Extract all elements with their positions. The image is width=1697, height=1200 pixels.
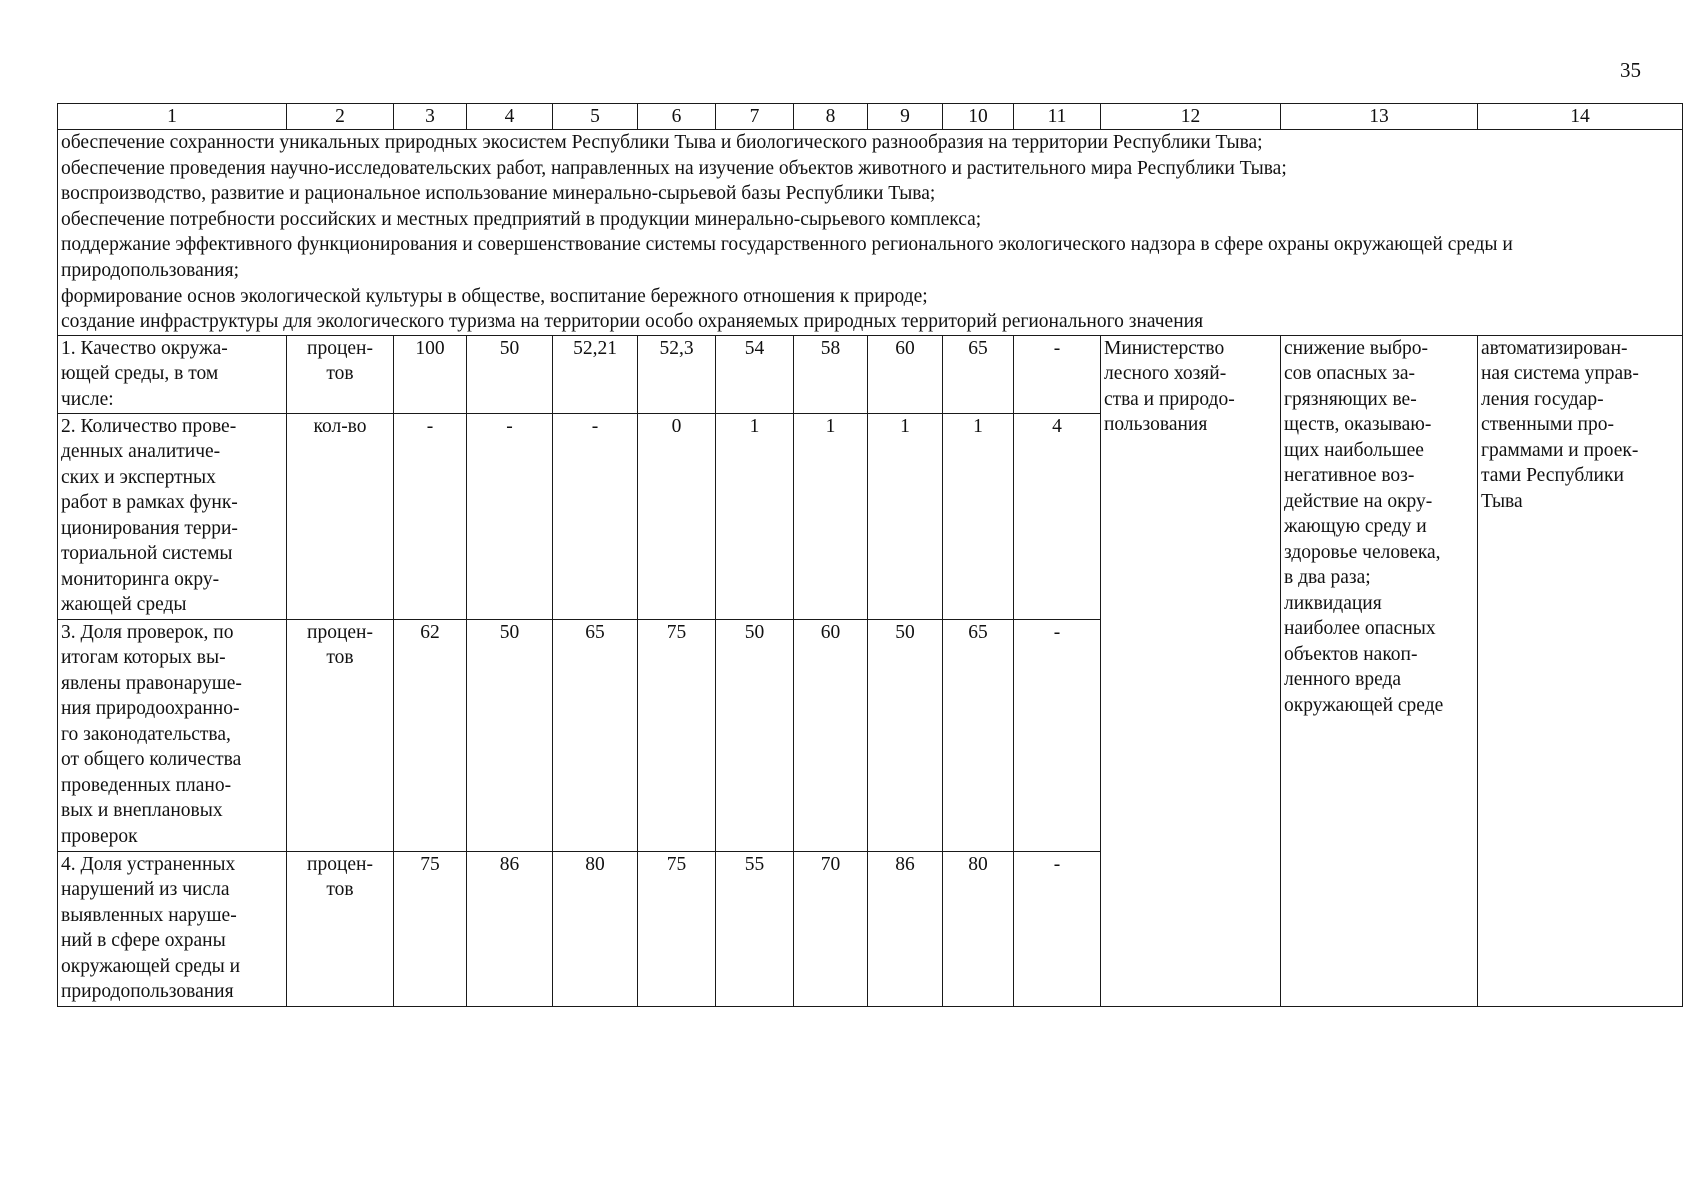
page-number: 35 (1620, 58, 1641, 82)
indicator-value: 1 (943, 413, 1014, 619)
indicator-value: 65 (943, 335, 1014, 413)
indicator-value: - (1014, 851, 1101, 1006)
column-header: 2 (287, 104, 394, 130)
goal-item: обеспечение проведения научно-исследовательских работ, направленных на изучение объектов животного и растительного мира Республики Тыва; (61, 157, 1287, 179)
indicator-value: 60 (868, 335, 943, 413)
indicator-value: 70 (794, 851, 868, 1006)
indicator-value: 58 (794, 335, 868, 413)
indicator-name: 2. Количество прове- денных аналитиче- ских и экспертных работ в рамках функ- ционирования терри- ториальной системы мониторинга окру- жающей среды (58, 413, 287, 619)
indicator-value: 54 (716, 335, 794, 413)
indicator-value: 80 (553, 851, 638, 1006)
indicator-value: - (553, 413, 638, 619)
indicator-value: - (394, 413, 467, 619)
indicator-value: 62 (394, 619, 467, 851)
column-header: 11 (1014, 104, 1101, 130)
column-header: 3 (394, 104, 467, 130)
indicator-unit: процен- тов (287, 851, 394, 1006)
column-header: 10 (943, 104, 1014, 130)
goals-row (58, 130, 1683, 336)
indicator-value: 50 (467, 335, 553, 413)
column-header: 5 (553, 104, 638, 130)
indicator-value: 52,21 (553, 335, 638, 413)
indicator-unit: процен- тов (287, 619, 394, 851)
table-row (58, 335, 1683, 413)
indicator-name: 1. Качество окружа- ющей среды, в том числе: (58, 335, 287, 413)
column-header: 8 (794, 104, 868, 130)
goals-cell (58, 130, 1683, 336)
expected-result: снижение выбро- сов опасных за- грязняющих ве- ществ, оказываю- щих наибольшее негативное воз- действие на окру- жающую среду и здоровье человека, в два раза; ликвидация наиболее опасных объектов накоп- ленного вреда окружающей среде (1281, 335, 1478, 1006)
column-number-row (58, 104, 1683, 130)
column-header: 9 (868, 104, 943, 130)
indicator-value: 52,3 (638, 335, 716, 413)
indicator-value: 1 (794, 413, 868, 619)
column-header: 14 (1478, 104, 1683, 130)
indicator-value: - (467, 413, 553, 619)
indicator-value: 4 (1014, 413, 1101, 619)
indicator-value: 86 (467, 851, 553, 1006)
indicator-value: 86 (868, 851, 943, 1006)
column-header: 13 (1281, 104, 1478, 130)
goal-item: поддержание эффективного функционирования и совершенствование системы государственного регионального экологического надзора в сфере охраны окружающей среды и природопользования; (61, 234, 1513, 281)
indicator-unit: кол-во (287, 413, 394, 619)
indicator-value: 0 (638, 413, 716, 619)
indicator-value: 65 (943, 619, 1014, 851)
indicator-value: 50 (467, 619, 553, 851)
indicator-value: 1 (716, 413, 794, 619)
column-header: 12 (1101, 104, 1281, 130)
column-header: 4 (467, 104, 553, 130)
indicator-value: 75 (394, 851, 467, 1006)
indicator-value: 50 (868, 619, 943, 851)
goal-item: формирование основ экологической культуры в обществе, воспитание бережного отношения к природе; (61, 285, 928, 307)
indicator-value: 55 (716, 851, 794, 1006)
indicator-value: 50 (716, 619, 794, 851)
indicator-value: - (1014, 619, 1101, 851)
indicator-value: 65 (553, 619, 638, 851)
goal-item: обеспечение сохранности уникальных природных экосистем Республики Тыва и биологического разнообразия на территории Республики Тыва; (61, 132, 1263, 153)
indicator-value: 75 (638, 619, 716, 851)
goal-item: обеспечение потребности российских и местных предприятий в продукции минерально-сырьевого комплекса; (61, 208, 982, 230)
management-system: автоматизирован- ная система управ- ления государ- ственными про- граммами и проек- тами Республики Тыва (1478, 335, 1683, 1006)
indicator-value: 100 (394, 335, 467, 413)
indicator-value: 80 (943, 851, 1014, 1006)
indicators-table (57, 103, 1683, 1007)
responsible-executor: Министерство лесного хозяй- ства и природо- пользования (1101, 335, 1281, 1006)
indicator-name: 4. Доля устраненных нарушений из числа выявленных наруше- ний в сфере охраны окружающей среды и природопользования (58, 851, 287, 1006)
indicator-value: 1 (868, 413, 943, 619)
column-header: 6 (638, 104, 716, 130)
indicator-unit: процен- тов (287, 335, 394, 413)
indicator-value: 75 (638, 851, 716, 1006)
goal-item: создание инфраструктуры для экологического туризма на территории особо охраняемых природных территорий регионального значения (61, 311, 1204, 333)
goal-item: воспроизводство, развитие и рациональное использование минерально-сырьевой базы Республики Тыва; (61, 183, 936, 205)
column-header: 7 (716, 104, 794, 130)
indicator-name: 3. Доля проверок, по итогам которых вы- явлены правонаруше- ния природоохранно- го законодательства, от общего количества проведенных плано- вых и внеплановых проверок (58, 619, 287, 851)
column-header: 1 (58, 104, 287, 130)
indicator-value: 60 (794, 619, 868, 851)
indicator-value: - (1014, 335, 1101, 413)
